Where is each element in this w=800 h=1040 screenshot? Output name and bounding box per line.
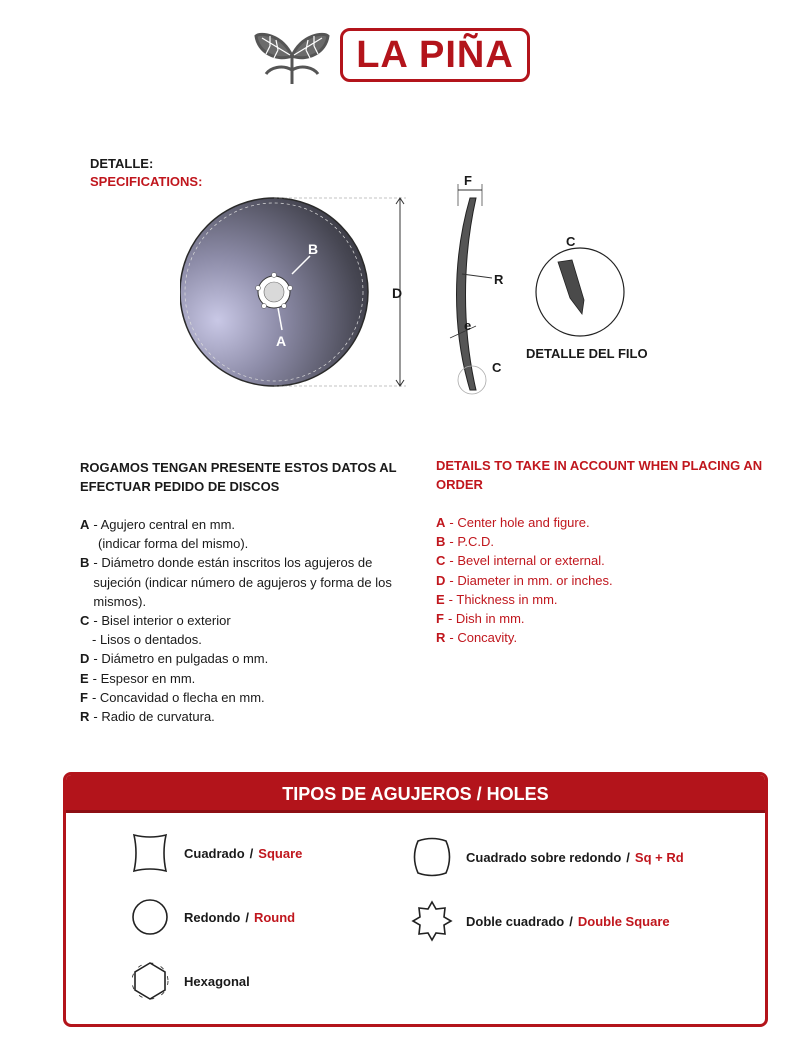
list-item: F - Concavidad o flecha en mm. [80, 689, 265, 705]
hole-type-square: Cuadrado / Square [128, 831, 302, 875]
label-a: A [276, 333, 287, 349]
hole-type-hexagonal: Hexagonal [128, 959, 250, 1003]
edge-detail-caption: DETALLE DEL FILO [526, 346, 648, 361]
specifications-label: SPECIFICATIONS: [90, 174, 203, 189]
label-e: e [464, 318, 472, 333]
list-item: D - Diameter in mm. or inches. [436, 572, 613, 588]
round-hole-icon [128, 895, 172, 939]
disc-diagram [180, 170, 700, 410]
list-item-sub: (indicar forma del mismo). [98, 536, 249, 552]
hole-types-panel [63, 772, 768, 1027]
label-r: R [494, 272, 504, 287]
list-item: A - Agujero central en mm. [80, 517, 236, 532]
hole-types-title: TIPOS DE AGUJEROS / HOLES [66, 775, 765, 813]
label-c-detail: C [566, 234, 576, 249]
leaf-logo-icon [252, 22, 332, 90]
label-f: F [464, 173, 472, 188]
hole-type-round: Redondo / Round [128, 895, 295, 939]
hole-type-square-on-round: Cuadrado sobre redondo / Sq + Rd [410, 835, 684, 879]
square-on-round-hole-icon [410, 835, 454, 879]
spanish-order-list [80, 515, 420, 726]
list-item: D - Diámetro en pulgadas o mm. [80, 651, 269, 667]
list-item-sub: - Lisos o dentados. [92, 632, 202, 648]
english-order-list [436, 513, 776, 647]
spanish-order-title: ROGAMOS TENGAN PRESENTE ESTOS DATOS AL EFECTUAR PEDIDO DE DISCOS [80, 460, 397, 494]
hole-type-double-square: Doble cuadrado / Double Square [410, 899, 670, 943]
list-item: R - Radio de curvatura. [80, 709, 215, 725]
square-hole-icon [128, 831, 172, 875]
list-item: F - Dish in mm. [436, 611, 525, 627]
list-item: C - Bevel internal or external. [436, 553, 605, 569]
disc-profile [457, 198, 477, 390]
brand-logo [252, 22, 542, 90]
label-b: B [308, 241, 319, 257]
list-item: R - Concavity. [436, 630, 518, 646]
detalle-label: DETALLE: [90, 156, 154, 171]
list-item: E - Thickness in mm. [436, 591, 558, 607]
hexagonal-hole-icon [128, 959, 172, 1003]
label-c-profile: C [492, 360, 502, 375]
double-square-hole-icon [410, 899, 454, 943]
list-item: A - Center hole and figure. [436, 515, 590, 530]
list-item: E - Espesor en mm. [80, 670, 196, 686]
list-item: B - P.C.D. [436, 534, 494, 550]
english-order-title: DETAILS TO TAKE IN ACCOUNT WHEN PLACING AN ORDER [436, 458, 763, 492]
label-d: D [392, 285, 403, 301]
brand-wordmark: LA PIÑA [340, 28, 530, 82]
list-item: C - Bisel interior o exterior [80, 613, 231, 629]
list-item: B - Diámetro donde están inscritos los agujeros de sujeción (indicar número de agujeros y forma de los mismos). [80, 555, 392, 609]
